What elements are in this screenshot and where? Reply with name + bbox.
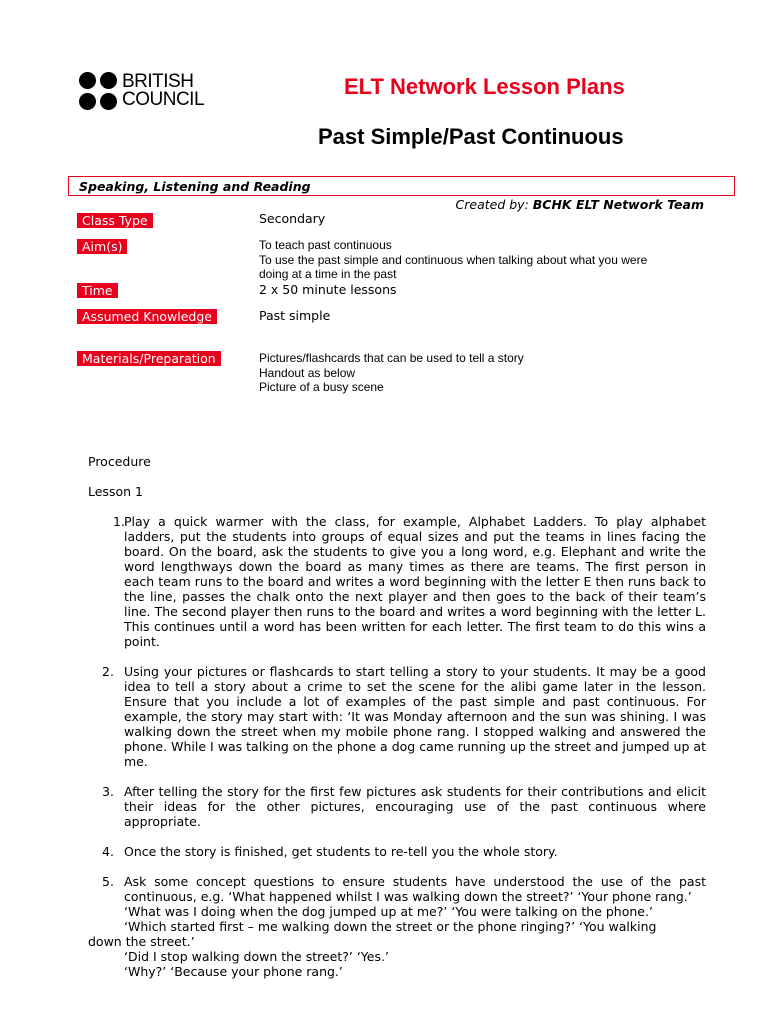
skills-box [68,176,735,196]
procedure-step [88,514,706,649]
step-line: ‘Did I stop walking down the street?’ ‘Yes.’ [124,949,389,964]
assumed-knowledge-value: Past simple [259,308,331,323]
step-number: 3. [102,784,114,799]
procedure-step [88,664,706,769]
aims-line: To use the past simple and continuous when talking about what you were [259,252,648,267]
procedure-heading: Procedure [88,454,151,469]
materials-label: Materials/Preparation [77,351,221,366]
series-title: ELT Network Lesson Plans [344,74,625,99]
assumed-knowledge-label: Assumed Knowledge [77,309,217,324]
step-text: Play a quick warmer with the class, for example, Alphabet Ladders. To play alphabet ladders, put the students into groups of equal sizes and put the teams in lines facing the board. On the board, ask the students to give you a long word, e.g. Elephant and write the word lengthways down the board as many times as there are teams. The first person in each team runs to the board and writes a word beginning with the letter E then runs back to the line, passes the chalk onto the next player and then goes to the back of their team’s line. The second player then runs to the board and writes a word beginning with the letter L. This continues until a word has been written for each letter. The first team to do this wins a point. [124,514,706,649]
logo-wordmark [122,73,204,109]
procedure-step [88,874,706,979]
class-type-label: Class Type [77,213,153,228]
materials-line: Handout as below [259,365,356,380]
step-number: 1. [113,514,125,529]
skills-text: Speaking, Listening and Reading [79,179,311,194]
aims-line: To teach past continuous [259,238,392,252]
materials-value [259,351,524,395]
created-by [456,197,704,212]
british-council-logo [79,72,204,110]
aims-line: doing at a time in the past [259,267,397,281]
procedure-step [88,784,706,829]
created-by-author: BCHK ELT Network Team [532,197,704,212]
class-type-value: Secondary [259,211,326,226]
materials-line: Pictures/flashcards that can be used to tell a story [259,351,524,365]
step-number: 5. [102,874,114,889]
logo-dots-icon [79,72,117,110]
step-text: After telling the story for the first few pictures ask students for their contributions and elicit their ideas for the other pictures, encouraging use of the past continuous where appropriate. [124,784,706,829]
step-text [88,874,706,979]
time-value: 2 x 50 minute lessons [259,282,397,297]
lesson-heading: Lesson 1 [88,484,143,499]
step-number: 2. [102,664,114,679]
step-line: down the street.’ [88,934,195,949]
step-line: ‘Which started first – me walking down the street or the phone ringing?’ ‘You walking [124,919,657,934]
time-label: Time [77,283,118,298]
step-line: ‘What was I doing when the dog jumped up at me?’ ‘You were talking on the phone.’ [124,904,653,919]
logo-line-1: BRITISH [122,71,194,92]
logo-line-2: COUNCIL [122,89,205,110]
step-text: Using your pictures or flashcards to start telling a story to your students. It may be a good idea to tell a story about a crime to set the scene for the alibi game later in the lesson. Ensure that you include a lot of examples of the past simple and past continuous. For example, the story may start with: ‘It was Monday afternoon and the sun was shining. I was walking down the street when my mobile phone rang. I stopped walking and answered the phone. While I was talking on the phone a dog came running up the street and jumped up at me. [124,664,706,769]
lesson-title: Past Simple/Past Continuous [318,124,624,149]
step-line: Ask some concept questions to ensure students have understood the use of the past continuous, e.g. ‘What happened whilst I was walking down the street?’ ‘Your phone rang.’ [124,874,706,904]
procedure-step [88,844,706,859]
step-line: ‘Why?’ ‘Because your phone rang.’ [124,964,343,979]
aims-value [259,238,647,282]
created-by-prefix: Created by: [455,197,533,212]
step-text: Once the story is finished, get students to re-tell you the whole story. [124,844,558,859]
aims-label: Aim(s) [77,239,127,254]
materials-line: Picture of a busy scene [259,380,384,394]
step-number: 4. [102,844,114,859]
